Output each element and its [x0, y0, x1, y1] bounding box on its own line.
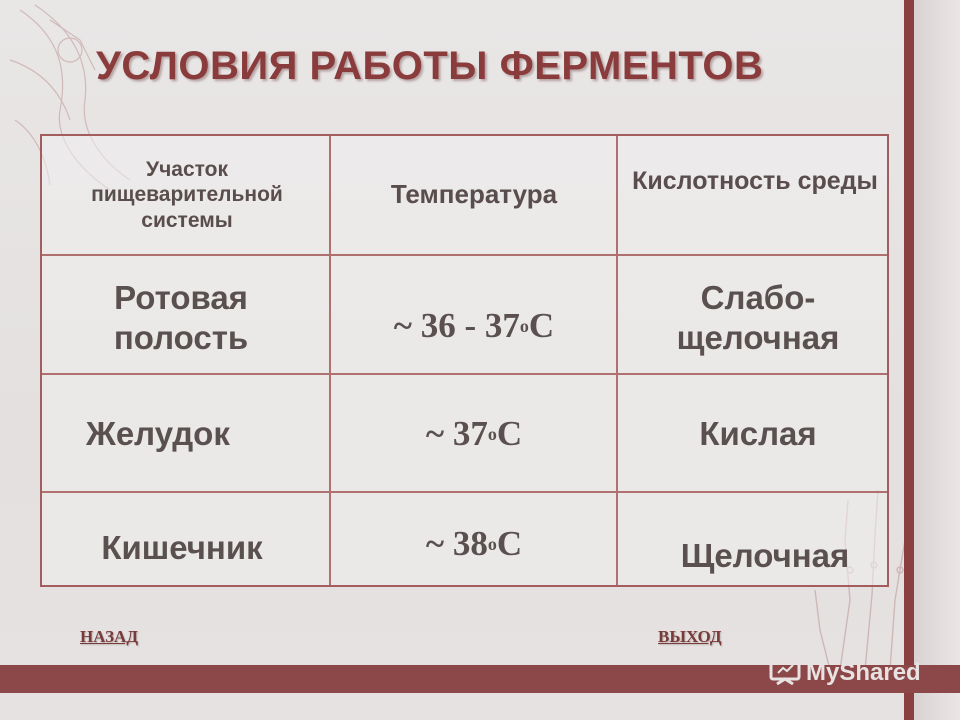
watermark-text: MyShared: [806, 659, 921, 686]
column-divider: [329, 136, 331, 585]
right-accent-bar: [904, 0, 914, 720]
cell-acidity-stomach: Кислая: [699, 415, 817, 453]
cell-acidity-mouth: Слабо-щелочная: [676, 279, 840, 356]
temp-value: ~ 37: [425, 414, 488, 453]
right-decor-strip: [914, 0, 960, 720]
header-temperature: Температура: [390, 179, 558, 210]
cell-section-mouth: Ротовая полость: [113, 279, 249, 356]
temp-unit: С: [496, 414, 523, 453]
cell-section-stomach: Желудок: [86, 415, 230, 453]
column-divider: [616, 136, 618, 585]
cell-temp-intestine: ~ 38 о С: [425, 524, 523, 563]
temp-unit: С: [496, 524, 523, 563]
cell-temp-stomach: ~ 37 о С: [425, 414, 523, 453]
header-acidity: Кислотность среды: [632, 167, 878, 195]
enzyme-conditions-table: [40, 134, 889, 587]
myshared-watermark: [768, 658, 921, 688]
temp-unit: С: [528, 306, 555, 345]
temp-value: ~ 36 - 37: [393, 306, 520, 345]
back-link[interactable]: НАЗАД: [80, 627, 139, 646]
temp-value: ~ 38: [425, 524, 488, 563]
header-section: Участок пищеварительной системы: [91, 158, 283, 232]
exit-link[interactable]: ВЫХОД: [658, 627, 722, 646]
slide-title: УСЛОВИЯ РАБОТЫ ФЕРМЕНТОВ: [96, 44, 764, 88]
cell-temp-mouth: ~ 36 - 37 о С: [393, 306, 555, 345]
cell-acidity-intestine: Щелочная: [680, 537, 850, 575]
cell-section-intestine: Кишечник: [101, 529, 263, 566]
presentation-board-icon: [768, 658, 802, 688]
